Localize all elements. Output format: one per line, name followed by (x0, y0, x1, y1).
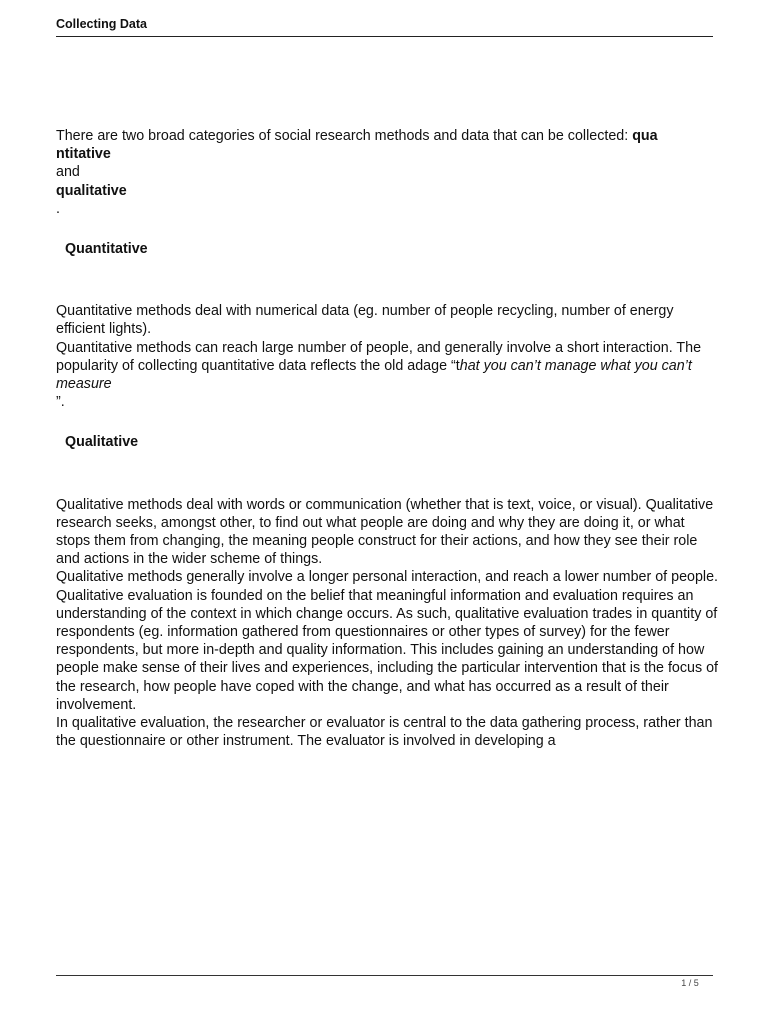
page-number: 1 / 5 (681, 978, 699, 988)
quantitative-quote: hat you can’t manage what you can’t measure (56, 357, 692, 393)
quantitative-paragraph-1: Quantitative methods deal with numerical data (eg. number of people recycling, number of energy efficient lights). (56, 303, 674, 338)
footer-divider (56, 975, 713, 976)
intro-text: There are two broad categories of social research methods and data that can be collected: (56, 128, 633, 144)
quantitative-paragraph-2 (56, 339, 720, 412)
intro-term-part-2: ntitative (56, 146, 111, 163)
heading-qualitative: Qualitative (65, 434, 139, 451)
intro-paragraph (56, 127, 720, 218)
intro-term-qualitative: qualitative (56, 182, 127, 199)
qualitative-paragraph-1: Qualitative methods deal with words or communication (whether that is text, voice, or visual). Qualitative research seeks, amongst other, to find out what people are doing and why they are doing it, or what stops them from changing, the meaning people construct for their actions, and how they see their role and actions in the wider scheme of things. (56, 496, 714, 568)
quantitative-paragraph-2-end: ”. (56, 394, 65, 411)
qualitative-paragraph-4: In qualitative evaluation, the researcher or evaluator is central to the data gathering process, rather than the questionnaire or other instrument. The evaluator is involved in developing a (56, 715, 713, 750)
intro-line-3: and (56, 164, 80, 181)
intro-line-4 (56, 182, 720, 200)
intro-line-1 (56, 127, 720, 145)
page-header (56, 15, 713, 37)
document-body (56, 127, 720, 750)
intro-term-part-1: qua (632, 128, 658, 144)
quantitative-paragraph-2-text: Quantitative methods can reach large number of people, and generally involve a short interaction. The popularity of collecting quantitative data reflects the old adage “t (56, 339, 702, 374)
intro-line-2 (56, 145, 720, 163)
quantitative-paragraph-2-main (56, 339, 720, 394)
heading-quantitative: Quantitative (65, 241, 148, 258)
qualitative-paragraph-2: Qualitative methods generally involve a longer personal interaction, and reach a lower number of people. (56, 569, 719, 586)
qualitative-paragraph-3: Qualitative evaluation is founded on the belief that meaningful information and evaluation requires an understanding of the context in which change occurs. As such, qualitative evaluation trades in quantity of respondents (eg. information gathered from questionnaires or other types of survey) for the fewer respondents, but more in-depth and quality information. This includes gaining an understanding of how people make sense of their lives and experiences, including the particular intervention that is the focus of the research, how people have coped with the change, and what has occurred as a result of their involvement. (56, 587, 719, 713)
document-title: Collecting Data (56, 17, 147, 31)
intro-line-5: . (56, 200, 60, 217)
